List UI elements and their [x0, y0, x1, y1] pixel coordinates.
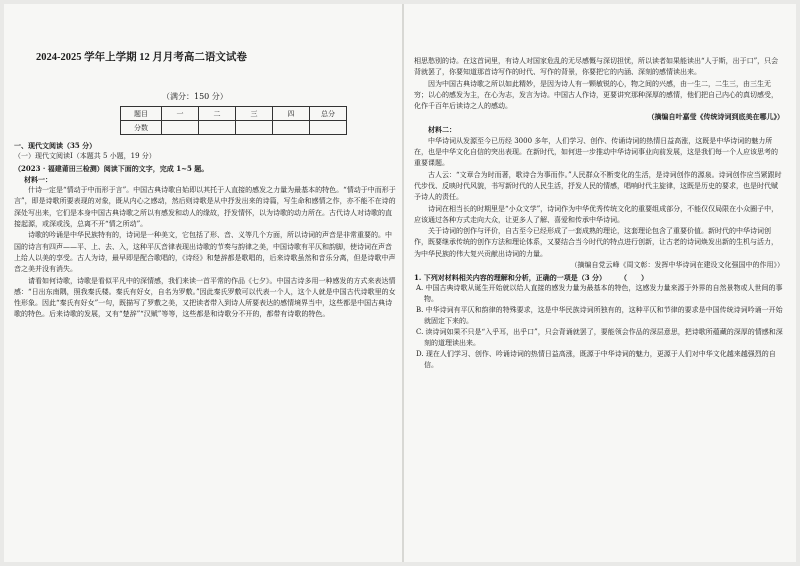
score-input-cell[interactable] — [162, 121, 199, 135]
right-content — [414, 56, 784, 371]
page-fold — [402, 4, 404, 562]
paragraph: 中华诗词从发源至今已历经 3000 多年，人们学习、创作、传诵诗词的热情日益高涨，这既是中华诗词的魅力所在，也是中华文化自信的突出表现。在新时代，如何进一步推动中华诗词事业向前发展，这是我们每一个人应该思考的重要课题。 — [414, 136, 778, 168]
left-page — [14, 4, 397, 562]
answer-option-b[interactable]: B. 中华诗词有平仄和韵律的特殊要求，这是中华民族诗词所独有的，这种平仄和节律的要求是中国传统诗词吟诵一开始就固定下来的。 — [416, 306, 783, 326]
table-cell: 一 — [162, 107, 199, 121]
table-cell: 总分 — [310, 107, 347, 121]
material-label: 材料二： — [428, 125, 456, 135]
right-page — [414, 4, 784, 562]
table-cell: 题目 — [121, 107, 162, 121]
table-cell: 分数 — [121, 121, 162, 135]
exam-sheet — [4, 4, 796, 562]
paragraph: 诗词在相当长的时期里是“小众文学”，诗词作为中华优秀传统文化的重要组成部分，不能仅仅局限在小众圈子中，应该通过各种方式走向大众，让更多人了解、喜爱和传承中华诗词。 — [414, 204, 779, 224]
answer-option-d[interactable]: D. 现在人们学习、创作、吟诵诗词的热情日益高涨，既源于中华诗词的魅力，更源于人们对中华文化越来越强烈的自信。 — [416, 350, 776, 370]
answer-option-c[interactable]: C. 读诗词如果不只是“入乎耳，出乎口”，只会背诵就罢了，要能领会作品的深层意思，把诗歌所蕴藏的深厚的情感和深刻的道理读出来。 — [416, 328, 783, 348]
paragraph: 相思愁别的诗。在这首词里，有诗人对国家危乱的无尽感慨与深切担忧，所以读者如果能读出“人于斯，出于口”，只会背就罢了，你要知道那首诗写作的时代、写作的背景，你要把它的内涵、深刻的感情读出来。 — [414, 57, 779, 77]
material-label: 材料一： — [24, 174, 52, 184]
paragraph: 诗歌的吟诵是中华民族特有的，诗词是一种美文，它包括了形、音、义等几个方面，所以诗词的声音是非常重要的。中国的诗言有四声——平、上、去、入，这种平仄音律表现出诗歌的节奏与韵律之美，中国诗歌有平仄和韵脚，使诗词在声音上给人以美的享受。古人为诗，最早即是配合歌唱的，《诗经》和楚辞都是歌唱的，后来诗歌虽然和音乐分离，但是诗歌中声音之美并没有消失。 — [14, 231, 396, 274]
score-input-cell[interactable] — [236, 121, 273, 135]
page-title: 2024-2025 学年上学期 12 月月考高二语文试卷 — [36, 52, 247, 63]
paragraph: 什诗一定是“情动于中而形于言”。中国古典诗歌自始即以其托于人直接的感发之力量为最基本的特色。“情动于中而形于言”，即是诗歌所要表现的对象，既从内心之感动，然后则诗歌是从中抒发出来的诗篇，写生命和感情之作，亦不能不在诗的深处写出来，它们是本身中国古典诗歌之所以有感发和动人的缘故，抒发情怀，以为诗歌的动力所在。古代诗人对诗歌的直接起源，或深或浅，总离不开“情之所动”。 — [14, 186, 396, 229]
subsection-heading: （一）现代文阅读Ⅰ（本题共 5 小题，19 分） — [14, 152, 156, 161]
score-input-cell[interactable] — [273, 121, 310, 135]
table-row — [121, 121, 347, 135]
score-input-cell[interactable] — [310, 121, 347, 135]
source-citation: （摘编自叶嘉莹《传统诗词到底美在哪儿》） — [647, 112, 784, 122]
question-stem: 1. 下列对材料相关内容的理解和分析，正确的一项是（3 分） （ ） — [414, 273, 649, 283]
paragraph: 请看如何诗歌，诗歌是看似平凡中的深情感，我们来读一首平常的作品《七夕》。中国古诗多用一种感发的方式来表达情感：“日出东南隅，照我秦氏楼。秦氏有好女，自名为罗敷。”因此秦氏罗敷可以代表一个人，这个人就是中国古代诗歌里的女性形象。因此“秦氏有好女”一句，既描写了罗敷之美，又把读者带入到诗人所要表达的感情境界当中，这些都是中国古典诗歌的特色。后来诗歌的发展，又有“楚辞”“汉赋”等等，这些都是和诗歌分不开的，都带有诗歌的特色。 — [14, 276, 396, 319]
score-input-cell[interactable] — [199, 121, 236, 135]
paragraph: 古人云：“文章合为时而著，歌诗合为事而作。”人民群众不断变化的生活，是诗词创作的源泉。诗词创作应当紧跟时代步伐、反映时代风貌，书写新时代的人民生活，抒发人民的情感，唱响时代主旋律，这既是历史的要求，也是时代赋予诗人的责任。 — [414, 170, 782, 202]
score-table — [120, 106, 347, 135]
instruction: （2023 · 福建莆田三检测）阅读下面的文字，完成 1~5 题。 — [14, 163, 209, 173]
table-cell: 四 — [273, 107, 310, 121]
table-cell: 三 — [236, 107, 273, 121]
source-citation: （摘编自党云峰《周文彰：发挥中华诗词在建设文化强国中的作用》） — [570, 261, 784, 270]
paragraph: 关于诗词的创作与评价，自古至今已经形成了一套成熟的理论，这套理论包含了重要价值。新时代的中华诗词创作，既要继承传统的创作方法和理论体系，又要结合当今时代的特点进行创新，让古老的诗词焕发出新的生机与活力，为中华民族的伟大复兴贡献出诗词的力量。 — [414, 227, 778, 258]
section-heading: 一、现代文阅读（35 分） — [14, 141, 97, 150]
reading-section — [14, 140, 397, 321]
full-score: （满分：150 分） — [162, 92, 228, 101]
paragraph: 因为中国古典诗歌之所以如此精妙，是因为诗人有一颗敏锐的心，物之间的兴感，由一生二，二生三，由三生无穷；以心的感发为主，在心为志，发言为诗。中国古人作诗，更要讲究那种深厚的感情，他们把自己内心的真切感受，化作千百年后读诗之人的感动。 — [414, 79, 778, 111]
answer-option-a[interactable]: A. 中国古典诗歌从诞生开始就以给人直接的感发力量为最基本的特色，这感发力量来源于外界的自然景物或人世间的事物。 — [416, 284, 783, 304]
table-row — [121, 107, 347, 121]
table-cell: 二 — [199, 107, 236, 121]
